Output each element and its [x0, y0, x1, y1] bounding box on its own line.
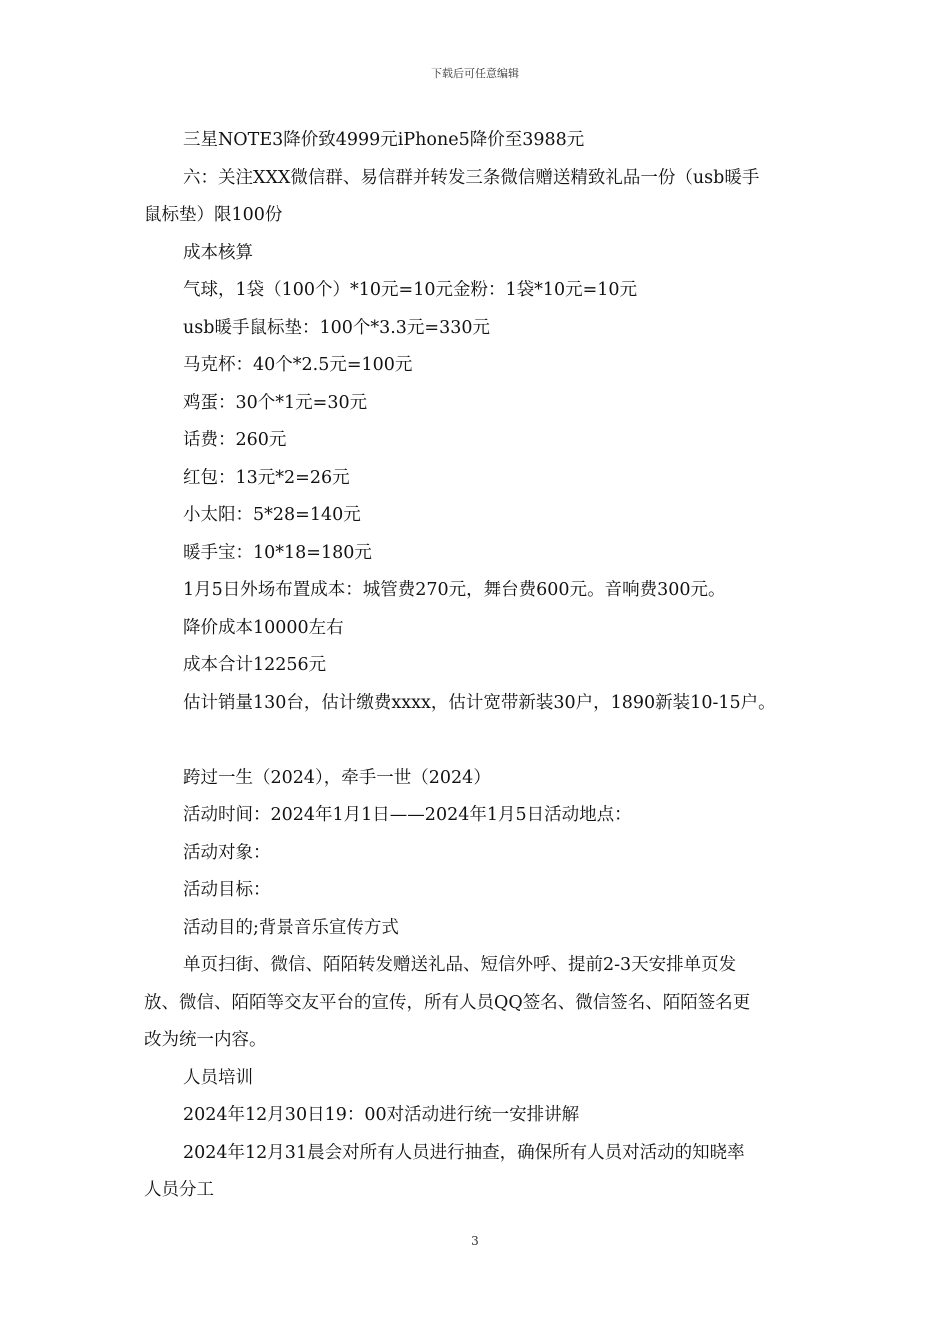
paragraph-line: 六：关注XXX微信群、易信群并转发三条微信赠送精致礼品一份（usb暖手 [183, 167, 760, 188]
paragraph-line: usb暖手鼠标垫：100个*3.3元=330元 [183, 317, 491, 338]
section-heading: 成本核算 [183, 242, 253, 263]
blank-line [144, 722, 820, 760]
paragraph-line: 改为统一内容。 [144, 1030, 267, 1050]
page-number: 3 [471, 1234, 479, 1248]
paragraph-line: 鸡蛋：30个*1元=30元 [183, 392, 368, 413]
paragraph-line: 成本合计12256元 [183, 655, 327, 675]
paragraph-line: 话费：260元 [183, 430, 287, 450]
paragraph-line: 暖手宝：10*18=180元 [183, 542, 372, 563]
paragraph-line: 气球，1袋（100个）*10元=10元金粉：1袋*10元=10元 [183, 280, 638, 300]
paragraph-line: 鼠标垫）限100份 [144, 205, 283, 225]
page-header: 下载后可任意编辑 [431, 67, 519, 80]
paragraph-line: 降价成本10000左右 [183, 617, 344, 638]
paragraph-line: 估计销量130台，估计缴费xxxx，估计宽带新装30户，1890新装10-15户。 [183, 692, 776, 713]
paragraph-line: 1月5日外场布置成本：城管费270元，舞台费600元。音响费300元。 [183, 580, 726, 600]
paragraph-line: 活动对象： [183, 842, 271, 863]
paragraph-line: 活动时间：2024年1月1日——2024年1月5日活动地点： [183, 805, 632, 825]
paragraph-line: 2024年12月30日19：00对活动进行统一安排讲解 [183, 1105, 580, 1125]
section-heading: 人员培训 [183, 1067, 253, 1088]
paragraph-line: 2024年12月31晨会对所有人员进行抽查，确保所有人员对活动的知晓率 [183, 1142, 745, 1163]
section-heading: 跨过一生（2024），牵手一世（2024） [183, 767, 491, 788]
paragraph-line: 马克杯：40个*2.5元=100元 [183, 355, 413, 375]
paragraph-line: 人员分工 [144, 1180, 214, 1200]
paragraph-line: 三星NOTE3降价致4999元iPhone5降价至3988元 [183, 130, 585, 150]
paragraph-line: 活动目的;背景音乐宣传方式 [183, 917, 399, 938]
paragraph-line: 单页扫街、微信、陌陌转发赠送礼品、短信外呼、提前2-3天安排单页发 [183, 955, 737, 975]
document-body [144, 122, 820, 1210]
paragraph-line: 放、微信、陌陌等交友平台的宣传，所有人员QQ签名、微信签名、陌陌签名更 [144, 992, 751, 1013]
paragraph-line: 活动目标： [183, 880, 271, 900]
paragraph-line: 红包：13元*2=26元 [183, 467, 350, 488]
paragraph-line: 小太阳：5*28=140元 [183, 505, 361, 525]
